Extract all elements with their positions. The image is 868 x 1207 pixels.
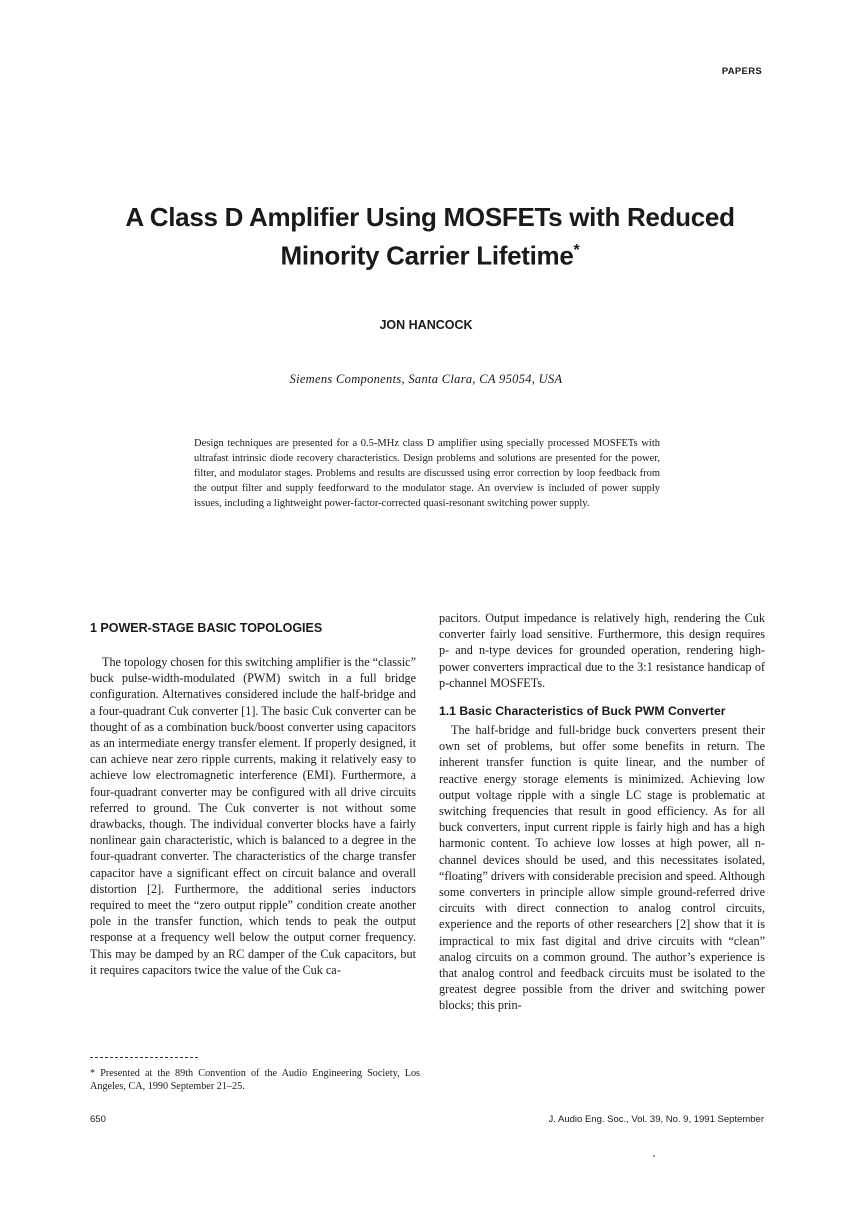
section-1-paragraph-right: pacitors. Output impedance is relatively high, rendering the Cuk converter fairly load sensitive. Furthermore, this design requires p- and n-type devices for grounded operation, rendering high-power converters impractical due to the 3:1 resistance handicap of p-channel MOSFETs. [439,611,765,690]
left-column [90,610,416,978]
title-line-2-text: Minority Carrier Lifetime [280,240,574,271]
running-head: PAPERS [721,66,762,77]
section-1-paragraph-left: The topology chosen for this switching amplifier is the “classic” buck pulse-width-modulated (PWM) switch in a full bridge configuration. Alternatives considered include the half-bridge and a four-quadrant Cuk converter [1]. The basic Cuk converter can be thought of as a combination buck/boost converter using capacitors as an intermediate energy transfer element. If properly designed, it can achieve near zero ripple currents, making it relatively easy to achieve low electromagnetic interference (EMI). Furthermore, a four-quadrant converter may be configured with all drive circuits referred to ground. The Cuk converter is not without some drawbacks, though. The individual converter blocks have a fairly nonlinear gain characteristic, which is balanced to a degree in the four-quadrant converter. The characteristics of the charge transfer capacitor have a significant effect on circuit balance and overall distortion [2]. Furthermore, the additional series inductors required to meet the “zero output ripple” condition create another pole in the transfer function, which tends to peak the output response at a frequency well below the output corner frequency. This may be damped by an RC damper of the Cuk capacitors, but it requires capacitors twice the value of the Cuk ca- [90,655,416,977]
paper-title [60,200,800,273]
section-1-1-paragraph: The half-bridge and full-bridge buck converters present their own set of problems, but offer some benefits in return. The inherent transfer function is quite linear, and the number of reactive energy storage elements is minimized. Achieving low output voltage ripple with a single LC stage is problematic at switching frequencies that result in good efficiency. As for all buck converters, input current ripple is fairly high and has a high harmonic content. To achieve low losses at high power, all n-channel devices should be used, and this necessitates isolated, “floating” drivers with considerable precision and speed. Although some converters in principle allow simple ground-referred drive circuits with direct connection to analog control circuits, experience and the reports of other researchers [2] show that it is impractical to mix fast digital and drive circuits with “clean” analog circuits on a common ground. The author’s experience is that analog control and feedback circuits must be isolated to the greatest degree possible from the driver and switching power blocks; this prin- [439,723,765,1013]
page-number: 650 [90,1114,106,1125]
scan-speck [653,1155,655,1157]
abstract: Design techniques are presented for a 0.5-MHz class D amplifier using specially processed MOSFETs with ultrafast intrinsic diode recovery characteristics. Design problems and solutions are presented for the power, filter, and modulator stages. Problems and results are discussed using error correction by loop feedback from the output filter and supply feedforward to the modulator stage. An overview is included of power supply issues, including a lightweight power-factor-corrected quasi-resonant switching power supply. [194,438,660,509]
title-line-1: A Class D Amplifier Using MOSFETs with Reduced [125,202,735,232]
section-1-heading: 1 POWER-STAGE BASIC TOPOLOGIES [90,621,323,635]
author-name: JON HANCOCK [379,318,473,332]
right-column [439,610,765,1014]
section-1-1-heading: 1.1 Basic Characteristics of Buck PWM Converter [439,704,726,719]
footnote: * Presented at the 89th Convention of the Audio Engineering Society, Los Angeles, CA, 1990 September 21–25. [90,1068,420,1092]
journal-citation: J. Audio Eng. Soc., Vol. 39, No. 9, 1991 September [548,1114,764,1125]
author-affiliation: Siemens Components, Santa Clara, CA 95054, USA [289,372,563,386]
title-line-2 [60,234,800,273]
title-footnote-marker: * [573,242,580,259]
footnote-divider [90,1057,198,1058]
